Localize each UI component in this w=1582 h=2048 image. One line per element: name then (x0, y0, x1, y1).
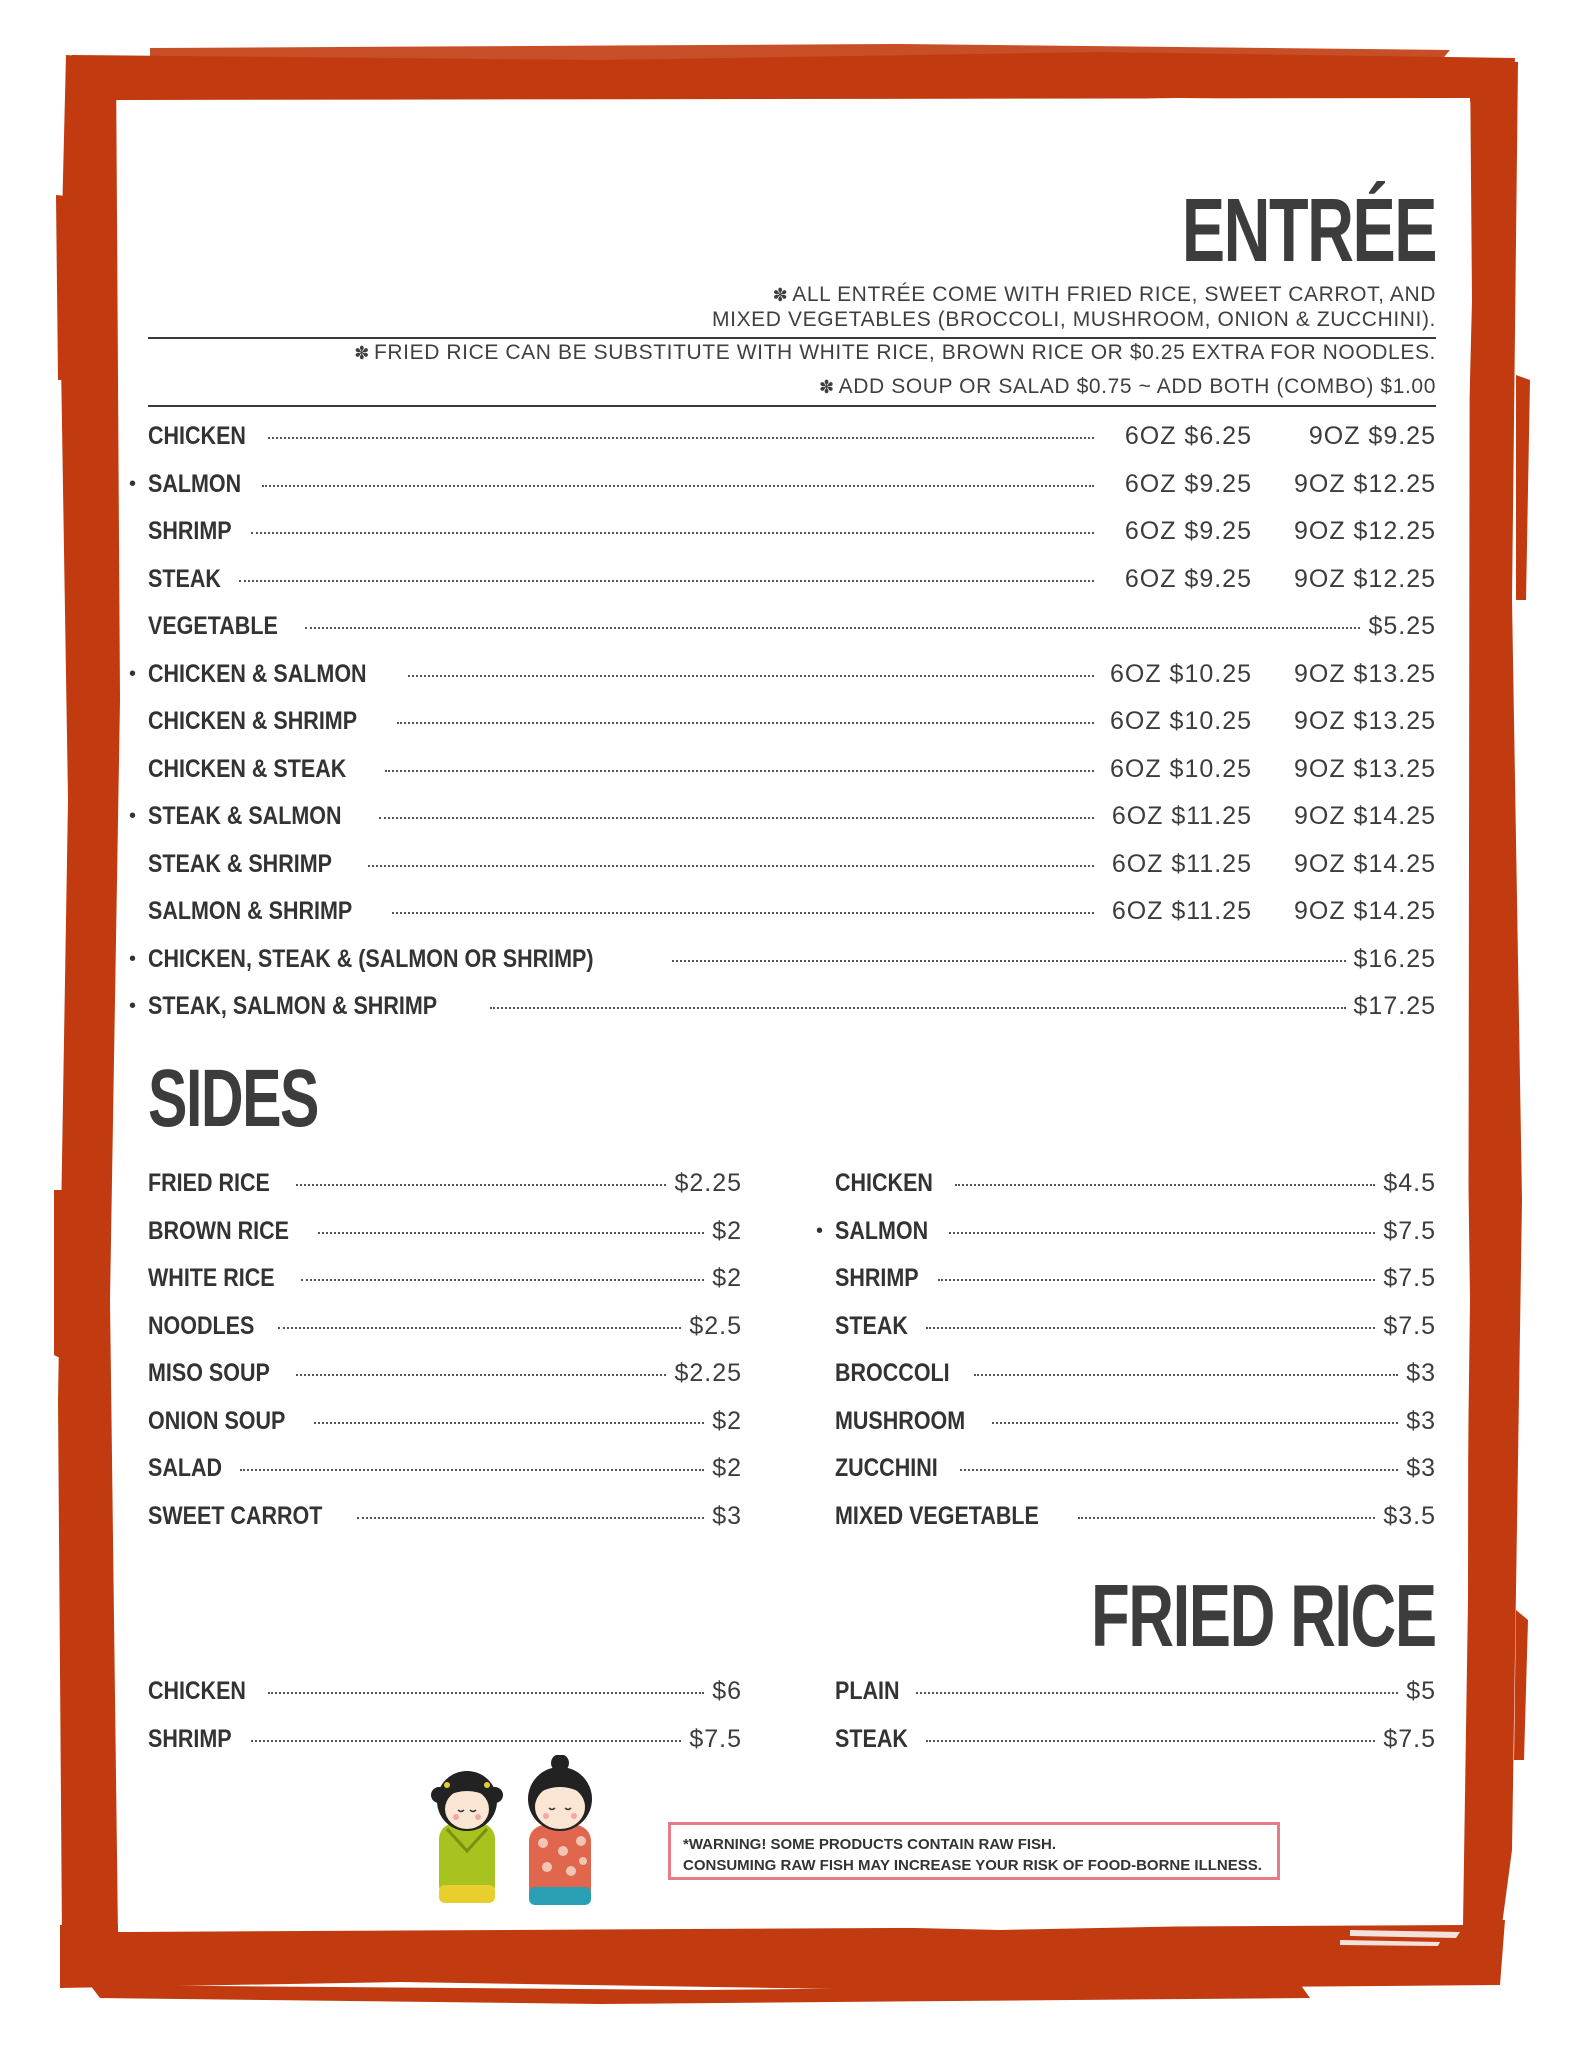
menu-item (148, 698, 1436, 746)
menu-item-price: $7.5 (1383, 1216, 1436, 1245)
menu-item (835, 1303, 1436, 1351)
dot-leader (379, 817, 1094, 819)
menu-item-price (1102, 508, 1436, 556)
price-9oz: 9OZ $12.25 (1293, 517, 1436, 545)
price-9oz: 9OZ $14.25 (1293, 802, 1436, 830)
dot-leader (672, 960, 1345, 962)
price-9oz: 9OZ $13.25 (1293, 707, 1436, 735)
fried-rice-heading: FRIED RICE (1091, 1566, 1436, 1665)
dot-leader (262, 485, 1094, 487)
menu-item (148, 1350, 742, 1398)
menu-item-name: SHRIMP (835, 1264, 919, 1292)
menu-item-price: $7.5 (689, 1724, 742, 1753)
star-icon: ✽ (772, 285, 789, 305)
menu-item-name: CHICKEN (148, 1677, 246, 1705)
price-6oz: 6OZ $11.25 (1111, 802, 1252, 830)
dot-leader (392, 912, 1095, 914)
dot-leader (318, 1232, 704, 1234)
kokeshi-dolls-illustration (425, 1755, 625, 1915)
menu-item (148, 603, 1436, 651)
menu-item-name: WHITE RICE (148, 1264, 275, 1292)
star-icon: ✽ (354, 343, 370, 363)
dot-leader (949, 1232, 1375, 1234)
fried-rice-list-right (835, 1668, 1436, 1763)
menu-item (148, 508, 1436, 556)
dot-leader (301, 1279, 704, 1281)
dot-leader (305, 627, 1360, 629)
menu-item-price (1102, 461, 1436, 509)
menu-item-price (1102, 793, 1436, 841)
price-6oz: 6OZ $10.25 (1109, 754, 1252, 783)
bullet-icon: • (129, 662, 137, 685)
dot-leader (385, 770, 1094, 772)
divider (148, 405, 1436, 407)
menu-item (835, 1255, 1436, 1303)
menu-item (148, 556, 1436, 604)
menu-item-name: FRIED RICE (148, 1169, 270, 1197)
price-9oz: 9OZ $12.25 (1293, 469, 1436, 498)
menu-item (148, 746, 1436, 794)
bullet-icon: • (129, 472, 137, 495)
price-6oz: 6OZ $9.25 (1124, 469, 1252, 498)
menu-item (835, 1160, 1436, 1208)
divider (148, 337, 1436, 339)
menu-item-name: STEAK & SALMON (148, 802, 342, 830)
dot-leader (955, 1184, 1375, 1186)
menu-item-price (1102, 746, 1436, 794)
menu-item (148, 1208, 742, 1256)
menu-item-price: $2 (712, 1264, 742, 1292)
price-6oz: 6OZ $9.25 (1124, 517, 1252, 545)
menu-item-price: $7.5 (1383, 1724, 1436, 1753)
dot-leader (239, 580, 1094, 582)
dot-leader (1078, 1517, 1375, 1519)
menu-item-price (1354, 936, 1436, 984)
menu-item-name: STEAK (835, 1724, 908, 1753)
menu-item-price: $2.5 (689, 1311, 742, 1340)
menu-item-price (1354, 983, 1436, 1031)
dot-leader (397, 722, 1094, 724)
menu-item-name: MIXED VEGETABLE (835, 1501, 1039, 1530)
dot-leader (960, 1469, 1398, 1471)
menu-item (129, 651, 1436, 699)
price-9oz: 9OZ $9.25 (1308, 422, 1436, 450)
menu-item-name: ZUCCHINI (835, 1454, 938, 1482)
left-doll (431, 1771, 503, 1903)
sides-list-right (816, 1160, 1436, 1540)
price-9oz: 9OZ $13.25 (1293, 754, 1436, 783)
menu-item-price: $3 (712, 1501, 742, 1530)
menu-item-name: STEAK & SHRIMP (148, 849, 332, 878)
menu-item (129, 461, 1436, 509)
menu-item-name: SALMON & SHRIMP (148, 897, 353, 925)
menu-item (148, 413, 1436, 461)
price-9oz: 9OZ $14.25 (1293, 897, 1436, 925)
bullet-icon: • (129, 805, 137, 827)
menu-item-price: $2 (712, 1406, 742, 1435)
menu-item-price: $7.5 (1383, 1311, 1436, 1340)
menu-item-price: $2.25 (674, 1169, 742, 1197)
raw-fish-warning: *WARNING! SOME PRODUCTS CONTAIN RAW FISH. CONSUMING RAW FISH MAY INCREASE YOUR RISK OF FOOD-BORNE ILLNESS. (668, 1822, 1280, 1880)
menu-item-price: $3 (1406, 1454, 1436, 1482)
dot-leader (278, 1327, 682, 1329)
menu-item-price (1102, 556, 1436, 604)
entree-note: ✽ ALL ENTRÉE COME WITH FRIED RICE, SWEET CARROT, AND (772, 283, 1436, 306)
menu-item (835, 1445, 1436, 1493)
dot-leader (408, 675, 1094, 677)
menu-item-name: PLAIN (835, 1677, 900, 1705)
entree-note: MIXED VEGETABLES (BROCCOLI, MUSHROOM, ONION & ZUCCHINI). (712, 308, 1436, 331)
menu-item (148, 1255, 742, 1303)
menu-item-price: $2 (712, 1454, 742, 1482)
dot-leader (296, 1374, 667, 1376)
menu-item-name: SHRIMP (148, 517, 232, 545)
menu-item-name: CHICKEN & SALMON (148, 659, 367, 688)
menu-item-price (1102, 888, 1436, 936)
dot-leader (268, 1692, 704, 1694)
entree-note: ✽ ADD SOUP OR SALAD $0.75 ~ ADD BOTH (COMBO) $1.00 (818, 375, 1436, 398)
menu-item-name: SALMON (835, 1216, 929, 1245)
bullet-icon: • (129, 995, 137, 1017)
menu-item-name: SHRIMP (148, 1724, 232, 1753)
menu-item-name: STEAK (148, 564, 221, 593)
dot-leader (938, 1279, 1375, 1281)
menu-item-name: CHICKEN (148, 422, 246, 450)
menu-item-price: $2.25 (674, 1359, 742, 1387)
menu-item-name: ONION SOUP (148, 1406, 286, 1435)
price-9oz: 9OZ $14.25 (1293, 849, 1436, 878)
menu-item (835, 1398, 1436, 1446)
dot-leader (992, 1422, 1398, 1424)
dot-leader (314, 1422, 704, 1424)
price-single: $16.25 (1353, 944, 1436, 973)
menu-item-name: MUSHROOM (835, 1406, 966, 1435)
menu-item-name: STEAK (835, 1311, 908, 1340)
menu-item (129, 936, 1436, 984)
price-single: $5.25 (1368, 612, 1436, 640)
menu-item (148, 1445, 742, 1493)
menu-item-name: BROWN RICE (148, 1216, 289, 1245)
dot-leader (240, 1469, 704, 1471)
entree-menu-list (129, 413, 1436, 1031)
price-6oz: 6OZ $11.25 (1111, 897, 1252, 925)
menu-item-name: SWEET CARROT (148, 1501, 323, 1530)
menu-item-price: $3 (1406, 1406, 1436, 1435)
price-6oz: 6OZ $6.25 (1124, 422, 1252, 450)
dot-leader (916, 1692, 1398, 1694)
menu-item (835, 1668, 1436, 1716)
menu-item-price (1102, 698, 1436, 746)
menu-item-name: STEAK, SALMON & SHRIMP (148, 992, 438, 1020)
dot-leader (974, 1374, 1398, 1376)
dot-leader (251, 1740, 681, 1742)
menu-item-price: $7.5 (1383, 1264, 1436, 1292)
menu-item-price: $3 (1406, 1359, 1436, 1387)
menu-item (816, 1208, 1436, 1256)
dot-leader (926, 1327, 1376, 1329)
menu-item (148, 888, 1436, 936)
menu-item-name: CHICKEN & SHRIMP (148, 707, 358, 735)
sides-heading: SIDES (148, 1053, 318, 1144)
fried-rice-list-left (148, 1668, 742, 1763)
dot-leader (926, 1740, 1376, 1742)
dot-leader (357, 1517, 704, 1519)
dot-leader (268, 437, 1094, 439)
menu-item-name: BROCCOLI (835, 1359, 950, 1387)
menu-item-price: $5 (1406, 1677, 1436, 1705)
dot-leader (490, 1007, 1345, 1009)
menu-item (148, 1398, 742, 1446)
menu-item (835, 1493, 1436, 1541)
menu-item-name: CHICKEN & STEAK (148, 754, 347, 783)
menu-item-name: SALMON (148, 469, 242, 498)
menu-item-price (1102, 651, 1436, 699)
price-6oz: 6OZ $10.25 (1109, 659, 1252, 688)
price-9oz: 9OZ $13.25 (1293, 659, 1436, 688)
menu-item-name: SALAD (148, 1454, 223, 1482)
menu-item (148, 1160, 742, 1208)
price-6oz: 6OZ $11.25 (1111, 849, 1252, 878)
price-single: $17.25 (1353, 992, 1436, 1020)
menu-item (148, 1493, 742, 1541)
menu-item-price (1368, 603, 1436, 651)
menu-item-price: $4.5 (1383, 1169, 1436, 1197)
bullet-icon: • (816, 1219, 824, 1242)
menu-item (835, 1350, 1436, 1398)
menu-item-price (1102, 841, 1436, 889)
menu-item-name: CHICKEN, STEAK & (SALMON OR SHRIMP) (148, 944, 594, 973)
menu-item (835, 1716, 1436, 1764)
menu-item (148, 1303, 742, 1351)
price-6oz: 6OZ $9.25 (1124, 564, 1252, 593)
bullet-icon: • (129, 947, 137, 970)
dot-leader (251, 532, 1094, 534)
menu-item (148, 841, 1436, 889)
menu-item-name: MISO SOUP (148, 1359, 270, 1387)
menu-item-name: VEGETABLE (148, 612, 278, 640)
menu-item (129, 793, 1436, 841)
dot-leader (296, 1184, 667, 1186)
menu-item-price: $3.5 (1383, 1501, 1436, 1530)
menu-item-price (1102, 413, 1436, 461)
menu-item-price: $2 (712, 1216, 742, 1245)
menu-item-name: NOODLES (148, 1311, 255, 1340)
price-6oz: 6OZ $10.25 (1109, 707, 1252, 735)
menu-item (148, 1668, 742, 1716)
menu-item-name: CHICKEN (835, 1169, 933, 1197)
menu-item (129, 983, 1436, 1031)
menu-item-price: $6 (712, 1677, 742, 1705)
sides-list-left (148, 1160, 742, 1540)
right-doll (528, 1755, 592, 1905)
entree-note: ✽ FRIED RICE CAN BE SUBSTITUTE WITH WHITE RICE, BROWN RICE OR $0.25 EXTRA FOR NOODLES. (354, 341, 1436, 364)
dot-leader (368, 865, 1094, 867)
price-9oz: 9OZ $12.25 (1293, 564, 1436, 593)
star-icon: ✽ (818, 377, 835, 397)
entree-heading: ENTRÉE (1181, 181, 1436, 281)
